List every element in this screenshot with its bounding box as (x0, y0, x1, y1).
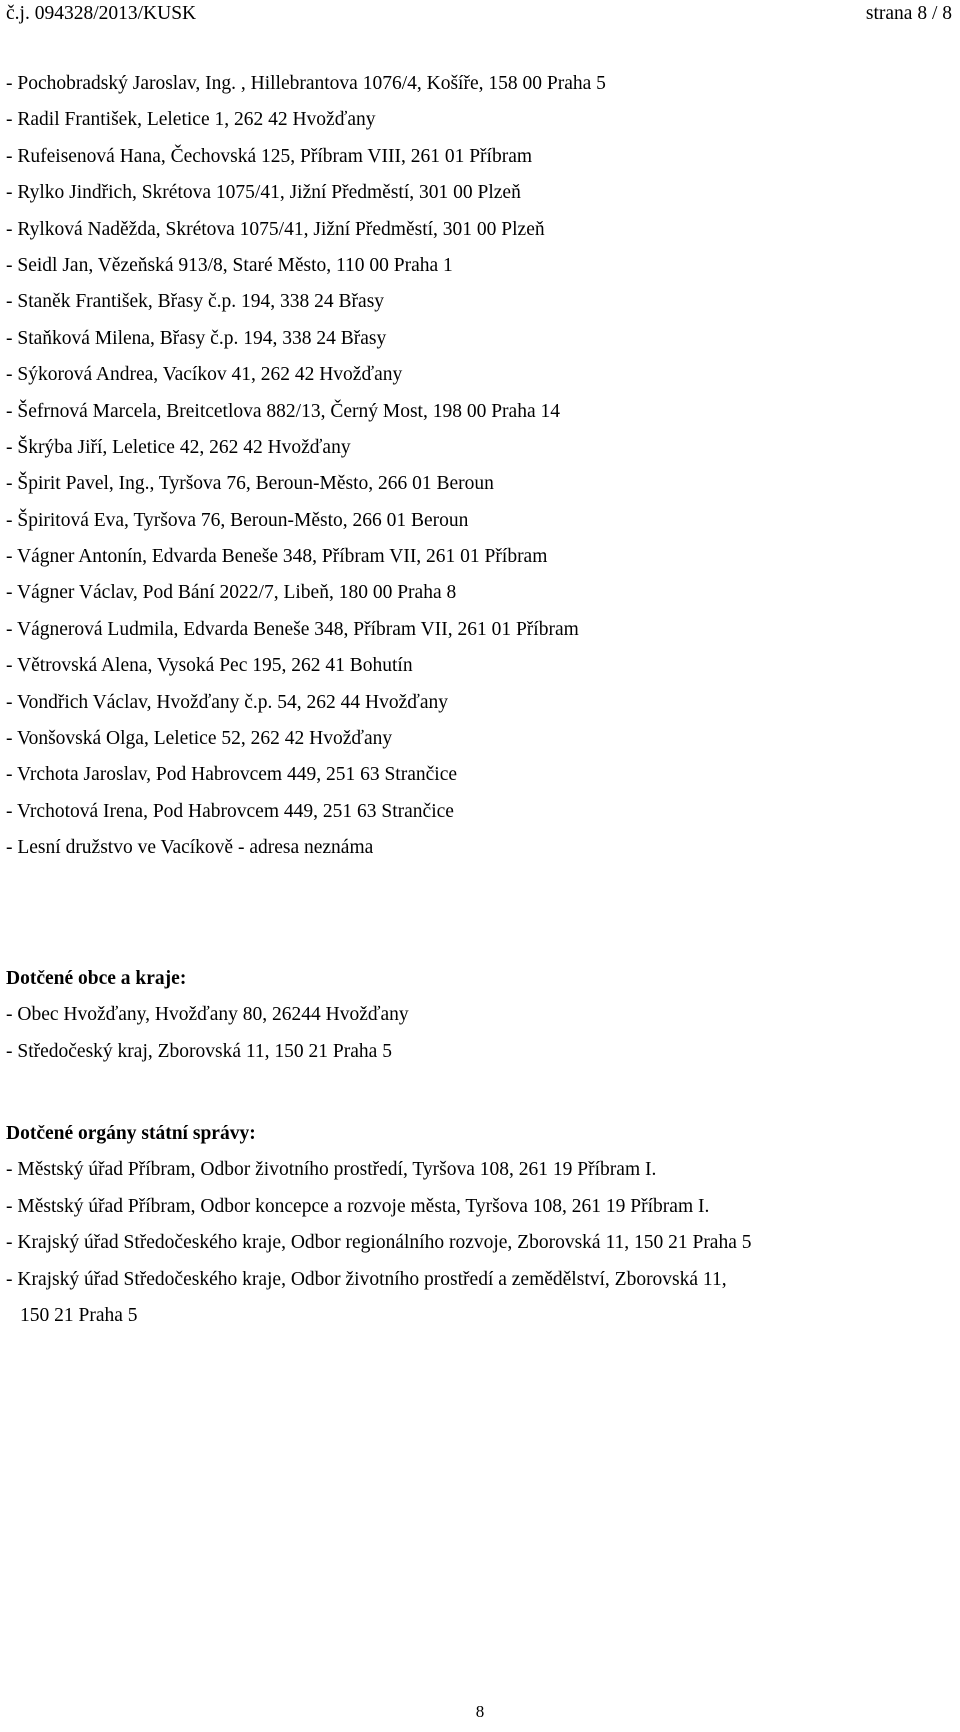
list-item: - Vágner Antonín, Edvarda Beneše 348, Příbram VII, 261 01 Příbram (6, 546, 548, 568)
list-item: - Krajský úřad Středočeského kraje, Odbor životního prostředí a zemědělství, Zborovská 11, (6, 1268, 727, 1290)
list-item: - Obec Hvožďany, Hvožďany 80, 26244 Hvožďany (6, 1004, 409, 1026)
list-item: - Špirit Pavel, Ing., Tyršova 76, Beroun-Město, 266 01 Beroun (6, 473, 494, 495)
list-item: - Radil František, Leletice 1, 262 42 Hvožďany (6, 109, 376, 131)
list-item: - Rylková Naděžda, Skrétova 1075/41, Jižní Předměstí, 301 00 Plzeň (6, 218, 545, 240)
list-item: - Škrýba Jiří, Leletice 42, 262 42 Hvožďany (6, 436, 351, 458)
list-item: - Pochobradský Jaroslav, Ing. , Hillebrantova 1076/4, Košíře, 158 00 Praha 5 (6, 73, 606, 94)
municipalities-section (6, 961, 954, 1070)
page-header (6, 0, 952, 28)
list-item: - Vágnerová Ludmila, Edvarda Beneše 348, Příbram VII, 261 01 Příbram (6, 618, 579, 640)
persons-list (6, 66, 954, 867)
list-item: - Městský úřad Příbram, Odbor koncepce a rozvoje města, Tyršova 108, 261 19 Příbram I. (6, 1195, 710, 1217)
authorities-heading: Dotčené orgány státní správy: (6, 1123, 256, 1144)
page-indicator: strana 8 / 8 (865, 3, 952, 24)
list-item: - Větrovská Alena, Vysoká Pec 195, 262 41 Bohutín (6, 655, 413, 677)
list-item: - Rufeisenová Hana, Čechovská 125, Příbram VIII, 261 01 Příbram (6, 145, 533, 167)
list-item: - Středočeský kraj, Zborovská 11, 150 21 Praha 5 (6, 1040, 392, 1062)
list-item: - Staněk František, Břasy č.p. 194, 338 24 Břasy (6, 291, 385, 313)
list-item: - Lesní družstvo ve Vacíkově - adresa neznáma (6, 837, 374, 859)
municipalities-heading: Dotčené obce a kraje: (6, 968, 187, 989)
page-number: 8 (475, 1702, 485, 1721)
list-item: - Seidl Jan, Vězeňská 913/8, Staré Město, 110 00 Praha 1 (6, 254, 453, 276)
list-item: - Vrchotová Irena, Pod Habrovcem 449, 251 63 Strančice (6, 800, 454, 822)
list-item: - Městský úřad Příbram, Odbor životního prostředí, Tyršova 108, 261 19 Příbram I. (6, 1159, 657, 1181)
list-item: - Rylko Jindřich, Skrétova 1075/41, Jižní Předměstí, 301 00 Plzeň (6, 182, 521, 204)
reference-number: č.j. 094328/2013/KUSK (6, 3, 197, 24)
list-item-continuation: 150 21 Praha 5 (20, 1304, 138, 1326)
list-item: - Staňková Milena, Břasy č.p. 194, 338 24 Břasy (6, 327, 387, 349)
list-item: - Vrchota Jaroslav, Pod Habrovcem 449, 251 63 Strančice (6, 764, 458, 786)
list-item: - Krajský úřad Středočeského kraje, Odbor regionálního rozvoje, Zborovská 11, 150 21 Praha 5 (6, 1232, 752, 1254)
list-item: - Vondřich Václav, Hvožďany č.p. 54, 262 44 Hvožďany (6, 691, 449, 713)
list-item: - Vonšovská Olga, Leletice 52, 262 42 Hvožďany (6, 728, 393, 750)
list-item: - Špiritová Eva, Tyršova 76, Beroun-Město, 266 01 Beroun (6, 509, 469, 531)
list-item: - Vágner Václav, Pod Bání 2022/7, Libeň, 180 00 Praha 8 (6, 582, 457, 604)
authorities-section (6, 1116, 954, 1334)
list-item: - Šefrnová Marcela, Breitcetlova 882/13, Černý Most, 198 00 Praha 14 (6, 400, 560, 422)
list-item: - Sýkorová Andrea, Vacíkov 41, 262 42 Hvožďany (6, 364, 403, 386)
